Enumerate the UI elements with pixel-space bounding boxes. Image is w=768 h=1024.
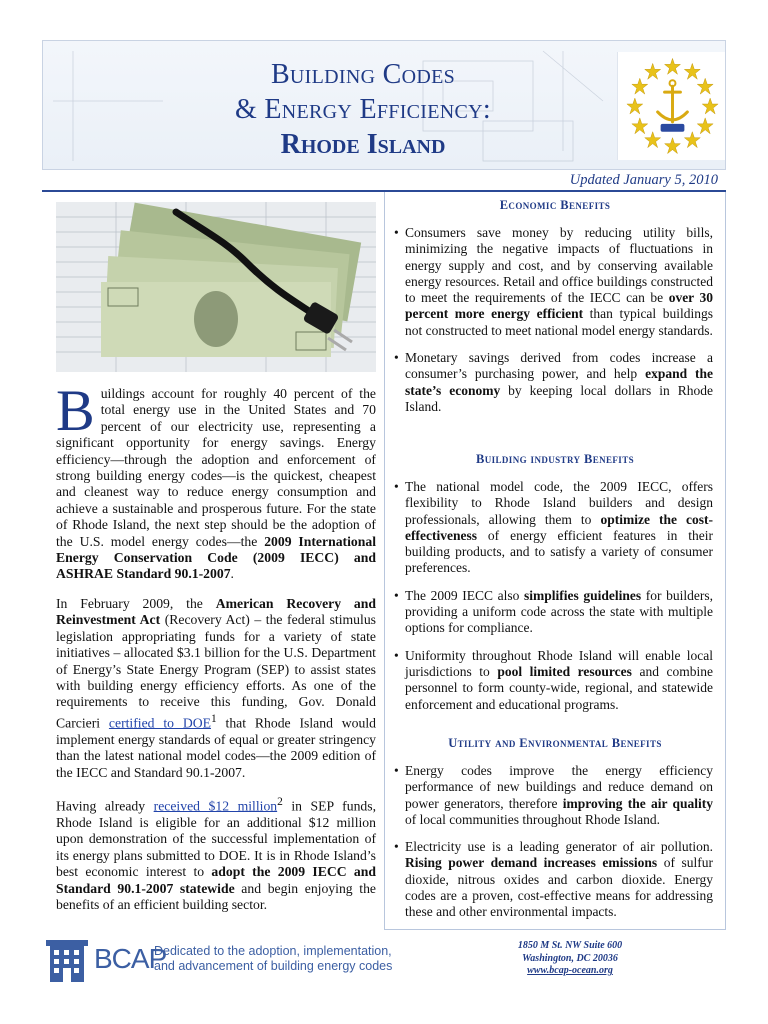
industry-section <box>385 452 725 724</box>
item-bold: pool limited resources <box>497 663 632 679</box>
list-item <box>385 479 725 577</box>
item-text: Uniformity throughout Rhode Island will enable local jurisdictions to <box>405 647 713 679</box>
economic-section <box>385 198 725 426</box>
intro-paragraph <box>56 378 376 583</box>
item-bold: expand the state’s economy <box>405 366 713 398</box>
item-text: of local communities throughout Rhode Island. <box>405 811 660 827</box>
utility-heading: Utility and Environmental Benefits <box>448 736 662 750</box>
intro-end: . <box>230 566 234 582</box>
utility-section <box>385 736 725 932</box>
list-item <box>385 350 725 415</box>
economic-heading: Economic Benefits <box>499 198 611 212</box>
bullet-icon: • <box>394 647 399 663</box>
industry-heading: Building industry Benefits <box>475 452 635 466</box>
item-text: The 2009 IECC also <box>405 587 524 603</box>
received-12-million-link[interactable]: received $12 million <box>153 798 278 814</box>
updated-date: Updated January 5, 2010 <box>42 172 726 192</box>
item-text: Monetary savings derived from codes increase a consumer’s purchasing power, and help <box>405 350 713 382</box>
recovery-act-paragraph <box>56 596 376 781</box>
title-line-1: Building Codes <box>270 59 456 90</box>
footnote-1: 1 <box>210 712 217 725</box>
utility-list <box>385 763 725 921</box>
address-line-2: Washington, DC 20036 <box>522 952 618 964</box>
website-link[interactable]: www.bcap-ocean.org <box>527 965 613 976</box>
list-item <box>385 588 725 637</box>
bullet-icon: • <box>394 225 399 240</box>
economic-list <box>385 225 725 415</box>
drop-cap: B <box>56 378 95 443</box>
industry-list <box>385 479 725 713</box>
item-bold: Rising power demand increases emissions <box>405 855 658 871</box>
page-title <box>153 57 573 162</box>
title-line-2: & Energy Efficiency: <box>234 94 491 125</box>
list-item <box>385 839 725 920</box>
item-text: Energy codes improve the energy efficiency performance of new buildings and reduce demand on power generators, therefore <box>405 763 713 811</box>
item-text: for builders, providing a uniform code across the state with multiple options for compliance. <box>405 587 713 636</box>
sep-funds-paragraph <box>56 794 376 913</box>
p2-bold: American Recovery and Reinvestment Act <box>56 595 376 628</box>
footer-address <box>470 940 670 978</box>
item-text: than typical buildings not constructed to meet national model energy standards. <box>405 306 713 338</box>
item-bold: simplifies guidelines <box>524 587 642 603</box>
bullet-icon: • <box>394 763 399 778</box>
tagline-line-1: Dedicated to the adoption, implementation, <box>154 944 392 958</box>
item-text: The national model code, the 2009 IECC, offers flexibility to Rhode Island builders and design professionals, allowing them to <box>405 479 713 527</box>
item-text: Consumers save money by reducing utility bills, minimizing the negative impacts of fluctuations in energy supply and cost, and by conserving available energy resources. Retail and office buildings constructed to meet the requirements of the IECC can be <box>405 225 713 306</box>
list-item <box>385 225 725 339</box>
title-line-3: Rhode Island <box>280 129 446 160</box>
bullet-icon: • <box>394 479 399 494</box>
bcap-logo-text: BCAP <box>94 943 167 974</box>
money-plug-photo <box>56 202 376 372</box>
item-text: of sulfur dioxide, nitrous oxides and carbon dioxide. Energy codes are a proven, cost-effective means for addressing these and other environmental impacts. <box>405 855 713 920</box>
list-item <box>385 763 725 828</box>
intro-bold: 2009 International Energy Conservation Code (2009 IECC) and ASHRAE Standard 90.1-2007 <box>56 533 376 582</box>
p3-text-b: in SEP funds, Rhode Island is eligible for an additional $12 million upon demonstration of the successful implementation of its energy plans submitted to DOE. It is in Rhode Island’s best economic interest to <box>56 798 376 880</box>
bcap-tagline <box>154 944 392 973</box>
item-bold: optimize the cost-effectiveness <box>405 511 713 543</box>
p3-bold: adopt the 2009 IECC and Standard 90.1-2007 statewide <box>56 864 376 896</box>
footnote-2: 2 <box>277 795 283 808</box>
rhode-island-flag <box>617 52 726 160</box>
address-line-1: 1850 M St. NW Suite 600 <box>517 940 623 951</box>
benefits-panel <box>384 192 726 930</box>
p2-text-b: (Recovery Act) – the federal stimulus legislation appropriating funds for a variety of state initiatives – allocated $3.1 billion for the U.S. Department of Energy’s State Energy Program (SEP) to assist states with building energy efficiency efforts. As one of the requirements to receive this funding, Gov. Donald Carcieri <box>56 612 376 731</box>
bullet-icon: • <box>394 839 399 855</box>
bcap-building-logo-icon <box>44 938 90 984</box>
list-item <box>385 648 725 713</box>
p2-text-a: In February 2009, the <box>56 595 216 611</box>
item-text: and combine personnel to form county-wide, regional, and statewide enforcement and educational programs. <box>405 663 713 712</box>
item-text: by keeping local dollars in Rhode Island. <box>405 382 713 414</box>
item-text: of energy efficient features in their building products, and to satisfy a variety of consumer preferences. <box>405 527 713 576</box>
bullet-icon: • <box>394 350 399 366</box>
header-banner <box>42 40 726 170</box>
p2-text-c: that Rhode Island would implement energy standards of equal or greater stringency than the latest national model codes—the 2009 edition of the IECC and Standard 90.1-2007. <box>56 715 376 780</box>
left-column <box>56 378 376 926</box>
bullet-icon: • <box>394 587 399 603</box>
p3-text-c: and begin enjoying the benefits of an efficient building sector. <box>56 880 376 912</box>
certified-to-doe-link[interactable]: certified to DOE <box>108 715 211 731</box>
item-bold: over 30 percent more energy efficient <box>405 290 713 322</box>
intro-text: uildings account for roughly 40 percent of the total energy use in the United States and 70 percent of our electricity use, representing a significant opportunity for energy savings. Energy efficiency—through the adoption and enforcement of strong building energy codes—is the quickest, cheapest and cleanest way to reduce energy consumption and achieve a sustainable and prosperous future. For the state of Rhode Island, the next step should be the adoption of the U.S. model energy codes—the <box>56 386 376 549</box>
item-bold: improving the air quality <box>562 795 713 811</box>
p3-text-a: Having already <box>56 798 154 814</box>
tagline-line-2: and advancement of building energy codes <box>154 958 393 973</box>
item-text: Electricity use is a leading generator of air pollution. <box>405 839 713 855</box>
